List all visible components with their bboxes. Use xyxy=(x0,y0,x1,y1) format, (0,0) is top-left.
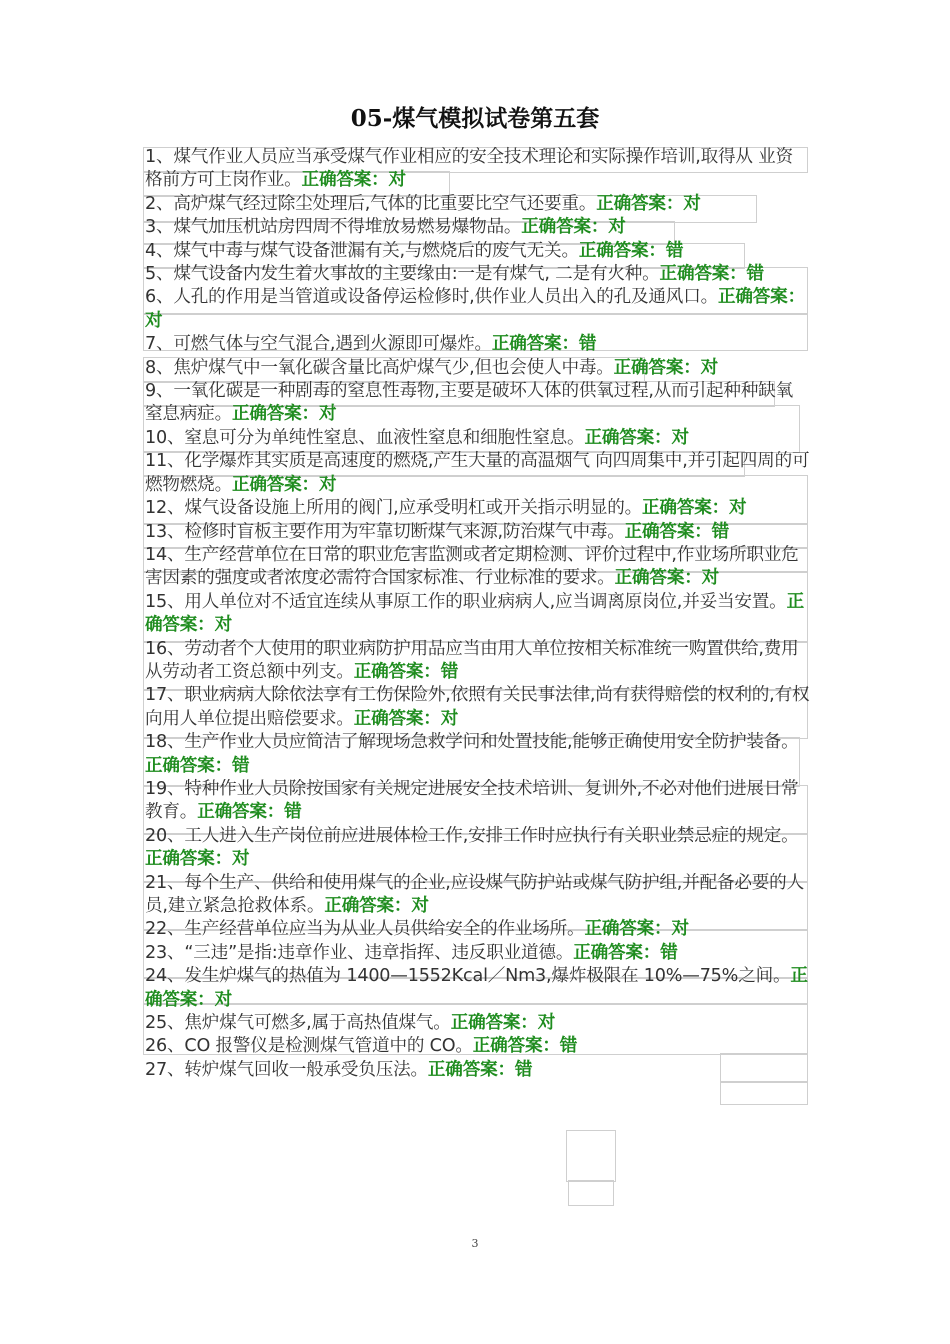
list-item: 22、生产经营单位应当为从业人员供给安全的作业场所。正确答案：对 xyxy=(145,919,689,940)
list-item: 6、人孔的作用是当管道或设备停运检修时,供作业人员出入的孔及通风口。正确答案：对 xyxy=(145,287,805,331)
list-item: 10、窒息可分为单纯性窒息、血液性窒息和细胞性窒息。正确答案：对 xyxy=(145,427,689,448)
page-title: 05-煤气模拟试卷第五套 xyxy=(350,105,600,132)
field-outline xyxy=(720,1081,808,1105)
list-item: 17、职业病病人除依法享有工伤保险外,依照有关民事法律,尚有获得赔偿的权利的,有权向用人单位提出赔偿要求。正确答案：对 xyxy=(145,685,810,729)
field-outline xyxy=(568,1180,614,1206)
list-item: 27、转炉煤气回收一般承受负压法。正确答案：错 xyxy=(145,1059,533,1080)
list-item: 20、工人进入生产岗位前应进展体检工作,安排工作时应执行有关职业禁忌症的规定。正确答案：对 xyxy=(145,825,799,870)
list-item: 18、生产作业人员应简洁了解现场急救学问和处置技能,能够正确使用安全防护装备。正确答案：错 xyxy=(145,732,799,776)
list-item: 7、可燃气体与空气混合,遇到火源即可爆炸。正确答案：错 xyxy=(145,334,597,355)
list-item: 9、一氧化碳是一种剧毒的窒息性毒物,主要是破坏人体的供氧过程,从而引起种种缺氧窒息病症。正确答案：对 xyxy=(145,381,793,425)
list-item: 11、化学爆炸其实质是高速度的燃烧,产生大量的高温烟气 向四周集中,并引起四周的可燃物燃烧。正确答案：对 xyxy=(145,451,810,495)
page-number: 3 xyxy=(471,1237,479,1250)
list-item: 3、煤气加压机站房四周不得堆放易燃易爆物品。正确答案：对 xyxy=(145,217,626,238)
list-item: 12、煤气设备设施上所用的阀门,应承受明杠或开关指示明显的。正确答案：对 xyxy=(145,498,747,519)
field-outline xyxy=(566,1130,616,1182)
list-item: 8、焦炉煤气中一氧化碳含量比高炉煤气少,但也会使人中毒。正确答案：对 xyxy=(145,357,719,378)
list-item: 24、发生炉煤气的热值为 1400—1552Kcal／Nm3,爆炸极限在 10%—75%之间。正确答案：对 xyxy=(145,966,808,1010)
list-item: 15、用人单位对不适宜连续从事原工作的职业病病人,应当调离原岗位,并妥当安置。正确答案：对 xyxy=(145,591,804,636)
list-item: 1、煤气作业人员应当承受煤气作业相应的安全技术理论和实际操作培训,取得从 业资格前方可上岗作业。正确答案：对 xyxy=(145,147,793,191)
list-item: 5、煤气设备内发生着火事故的主要缘由:一是有煤气, 二是有火种。正确答案：错 xyxy=(145,264,764,285)
list-item: 19、特种作业人员除按国家有关规定进展安全技术培训、复训外,不必对他们进展日常教育。正确答案：错 xyxy=(145,778,799,823)
list-item: 13、检修时盲板主要作用为牢靠切断煤气来源,防治煤气中毒。正确答案：错 xyxy=(145,521,730,542)
list-item: 26、CO 报警仪是检测煤气管道中的 CO。正确答案：错 xyxy=(145,1036,578,1057)
list-item: 4、煤气中毒与煤气设备泄漏有关,与燃烧后的废气无关。正确答案：错 xyxy=(145,240,684,261)
list-item: 16、劳动者个人使用的职业病防护用品应当由用人单位按相关标准统一购置供给,费用从劳动者工资总额中列支。正确答案：错 xyxy=(145,638,799,682)
list-item: 25、焦炉煤气可燃多,属于高热值煤气。正确答案：对 xyxy=(145,1013,556,1034)
list-item: 14、生产经营单位在日常的职业危害监测或者定期检测、评价过程中,作业场所职业危害因素的强度或者浓度必需符合国家标准、行业标准的要求。正确答案：对 xyxy=(145,544,799,589)
question-list xyxy=(145,146,810,1082)
list-item: 23、“三违”是指:违章作业、违章指挥、违反职业道德。正确答案：错 xyxy=(145,942,678,963)
list-item: 21、每个生产、供给和使用煤气的企业,应设煤气防护站或煤气防护组,并配备必要的人员,建立紧急抢救体系。正确答案：对 xyxy=(145,872,804,916)
list-item: 2、高炉煤气经过除尘处理后,气体的比重要比空气还要重。正确答案：对 xyxy=(145,193,701,214)
